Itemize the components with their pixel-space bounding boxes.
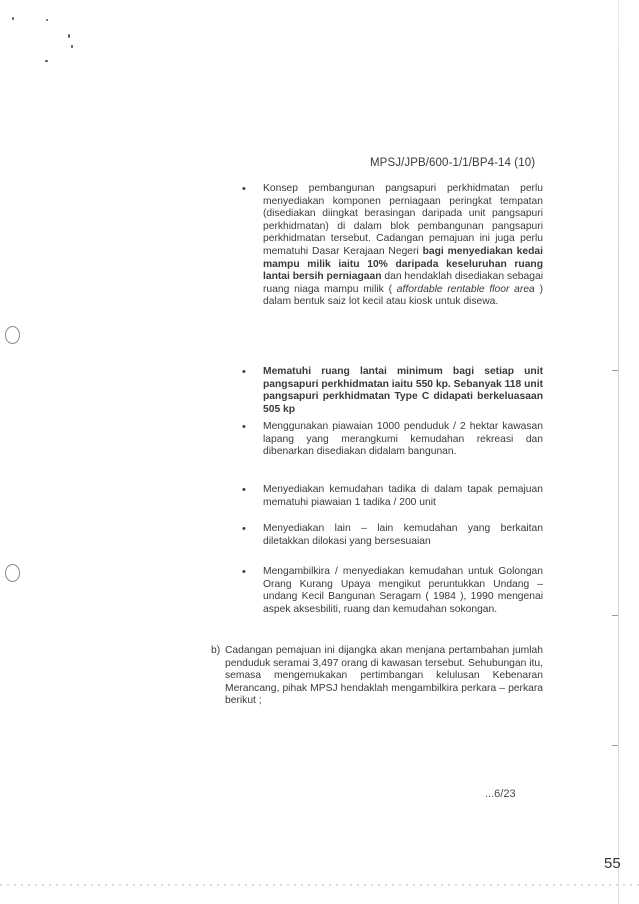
scan-margin-line [618, 0, 619, 904]
scan-margin-tick [612, 370, 618, 371]
bullet-item [242, 566, 543, 616]
bullet-marker: • [242, 523, 246, 535]
continuation-marker: ...6/23 [485, 788, 516, 800]
scan-speck [46, 19, 48, 21]
bullet-marker: • [242, 183, 246, 195]
bullet-marker: • [242, 484, 246, 496]
scan-speck [45, 60, 48, 62]
bullet-item [242, 366, 543, 416]
bullet-marker: • [242, 366, 246, 378]
scan-speck [12, 17, 14, 20]
paragraph-label: b) [211, 645, 221, 656]
scan-bottom-noise [0, 884, 639, 886]
bullet-item [242, 421, 543, 459]
bullet-text: Mematuhi ruang lantai minimum bagi setiap unit pangsapuri perkhidmatan iaitu 550 kp. Sebanyak 118 unit pangsapuri perkhidmatan Type C didapati berkeluasaan 505 kp [263, 366, 543, 415]
paragraph-b [211, 645, 543, 708]
document-reference: MPSJ/JPB/600-1/1/BP4-14 (10) [370, 157, 536, 169]
bullet-item [242, 183, 544, 309]
bullet-marker: • [242, 421, 246, 433]
scan-speck [68, 34, 70, 38]
bullet-text: Menyediakan lain – lain kemudahan yang berkaitan diletakkan dilokasi yang bersesuaian [263, 523, 543, 547]
bullet-item [242, 523, 543, 548]
paragraph-text: Cadangan pemajuan ini dijangka akan menjana pertambahan jumlah penduduk seramai 3,497 orang di kawasan tersebut. Sehubungan itu, semasa mengemukakan pertimbangan kelulusan Kebenaran Merancang, pihak MPSJ hendaklah mengambilkira perkara – perkara berikut ; [225, 645, 543, 707]
bullet-text: Konsep pembangunan pangsapuri perkhidmatan perlu menyediakan komponen perniagaan peringkat tempatan (disediakan diingkat berasingan daripada unit pangsapuri perkhidmatan) di dalam blok pembangunan pangsapuri perkhidmatan tersebut. Cadangan pemajuan ini juga perlu mematuhi Dasar Kerajaan Negeri bagi menyediakan kedai mampu milik iaitu 10% daripada keseluruhan ruang lantai bersih perniagaan dan hendaklah disediakan sebagai ruang niaga mampu milik ( affordable rentable floor area ) dalam bentuk saiz lot kecil atau kiosk untuk disewa. [263, 183, 544, 308]
punch-hole-bottom [5, 564, 20, 582]
bullet-marker: • [242, 566, 246, 578]
bullet-text: Menyediakan kemudahan tadika di dalam tapak pemajuan mematuhi piawaian 1 tadika / 200 unit [263, 484, 543, 508]
bullet-text: Mengambilkira / menyediakan kemudahan untuk Golongan Orang Kurang Upaya mengikut peruntukkan Undang – undang Kecil Bangunan Seragam ( 1984 ), 1990 mengenai aspek aksesbiliti, ruang dan kemudahan sokongan. [263, 566, 543, 615]
punch-hole-top [5, 326, 20, 344]
scan-margin-tick [612, 745, 618, 746]
bullet-item [242, 484, 543, 509]
scan-speck [71, 45, 73, 48]
bullet-text: Menggunakan piawaian 1000 penduduk / 2 hektar kawasan lapang yang merangkumi kemudahan rekreasi dan dibenarkan disediakan didalam bangunan. [263, 421, 543, 458]
scan-margin-tick [612, 615, 618, 616]
page-number: 55 [604, 855, 621, 872]
